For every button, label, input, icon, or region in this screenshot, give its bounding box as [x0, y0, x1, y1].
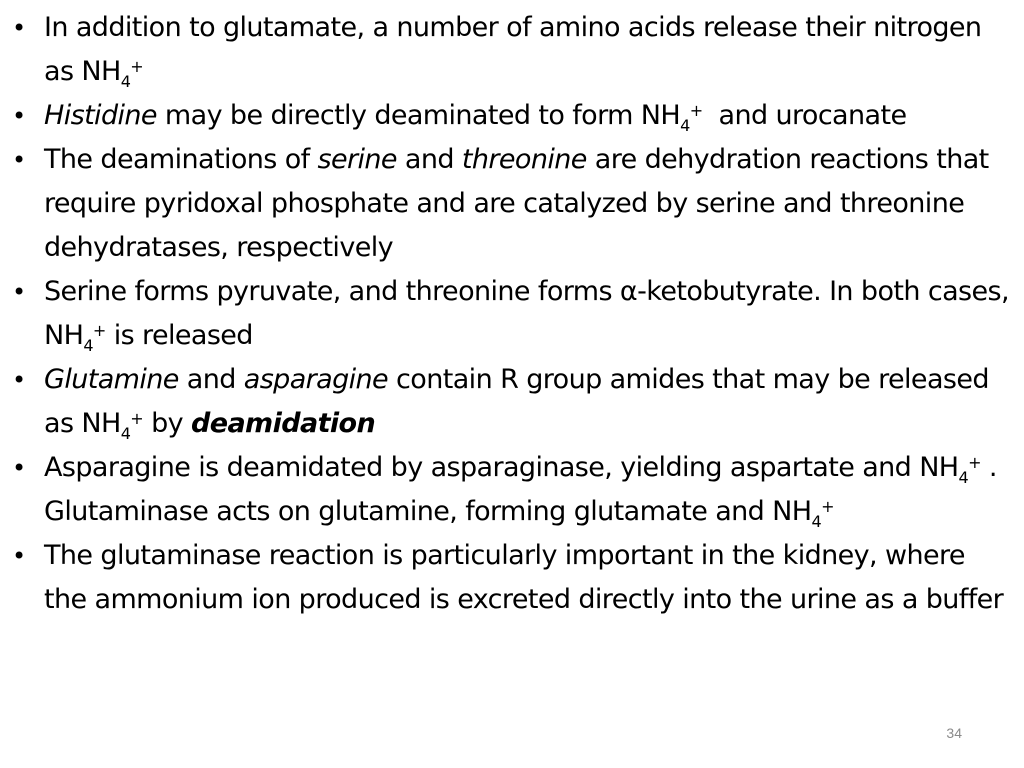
segment: Serine forms pyruvate, and threonine forms α-ketobutyrate. In both cases, NH	[44, 276, 1009, 351]
segment: and urocanate	[702, 100, 907, 131]
segment: is released	[105, 320, 253, 351]
segment-italic: Glutamine	[44, 364, 179, 395]
subscript: 4	[958, 468, 969, 488]
bullet-item	[12, 446, 1012, 534]
segment: Asparagine is deamidated by asparaginase, yielding aspartate and NH	[44, 452, 959, 483]
bullet-icon: •	[12, 146, 26, 174]
segment: are dehydration reactions that require pyridoxal phosphate and are catalyzed by serine and threonine dehydratases, respectively	[44, 144, 989, 263]
segment-italic: serine	[317, 144, 397, 175]
bullet-icon: •	[12, 278, 26, 306]
bullet-icon: •	[12, 366, 26, 394]
subscript: 4	[120, 72, 131, 92]
superscript: +	[130, 57, 144, 76]
superscript: +	[968, 453, 981, 472]
bullet-icon: •	[12, 102, 26, 130]
page-number: 34	[946, 725, 962, 741]
segment: contain R group amides that may be released as NH	[44, 364, 989, 439]
superscript: +	[821, 497, 834, 516]
bullet-item	[12, 270, 1012, 358]
subscript: 4	[83, 336, 93, 356]
segment: . Glutaminase acts on glutamine, forming glutamate and NH	[44, 452, 997, 527]
bullet-icon: •	[12, 542, 26, 570]
segment-italic: Histidine	[44, 100, 157, 131]
subscript: 4	[811, 512, 822, 532]
superscript: +	[689, 101, 703, 120]
segment: may be directly deaminated to form NH	[156, 100, 681, 131]
bullet-icon: •	[12, 454, 26, 482]
segment: and	[178, 364, 244, 395]
bullet-icon: •	[12, 14, 26, 42]
segment-bold-italic: deamidation	[191, 408, 376, 439]
superscript: +	[92, 321, 106, 340]
segment: and	[396, 144, 462, 175]
subscript: 4	[120, 424, 131, 444]
bullet-list	[12, 6, 1012, 622]
segment-italic: threonine	[461, 144, 587, 175]
segment: The deaminations of	[44, 144, 318, 175]
segment-italic: asparagine	[243, 364, 389, 395]
segment: by	[143, 408, 191, 439]
bullet-item	[12, 6, 1012, 94]
subscript: 4	[680, 116, 690, 136]
bullet-item	[12, 358, 1012, 446]
segment: In addition to glutamate, a number of amino acids release their nitrogen as NH	[44, 12, 982, 87]
segment: The glutaminase reaction is particularly important in the kidney, where the ammonium ion produced is excreted directly into the urine as a buffer	[44, 540, 1004, 615]
superscript: +	[130, 409, 144, 428]
bullet-item	[12, 138, 1012, 270]
bullet-item	[12, 534, 1012, 622]
bullet-item	[12, 94, 1012, 138]
